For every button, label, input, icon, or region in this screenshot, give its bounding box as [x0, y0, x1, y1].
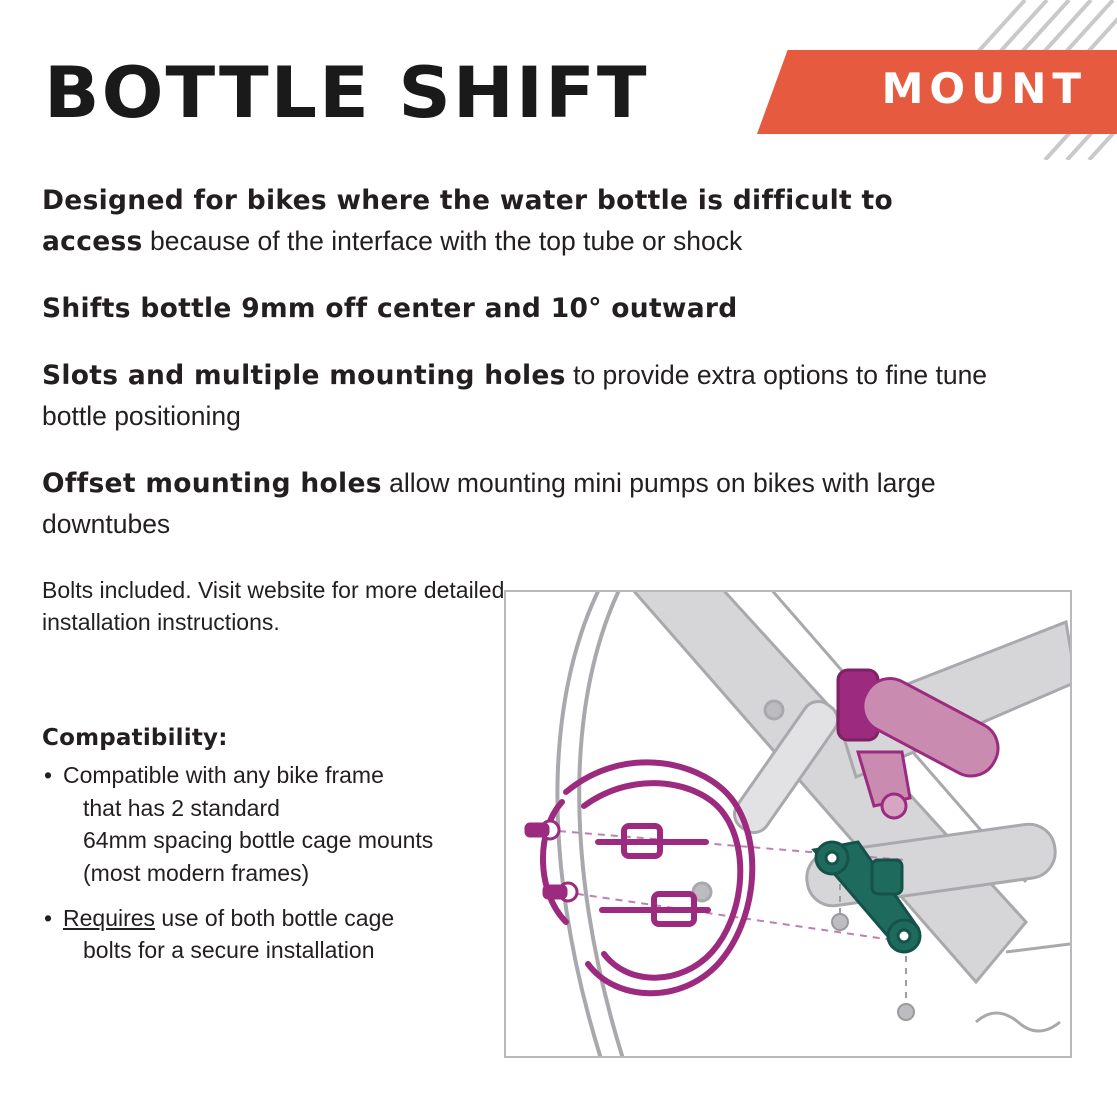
feature-bold-1: Designed for bikes where the water bottle is difficult to access: [42, 185, 894, 258]
product-illustration: [504, 590, 1072, 1058]
feature-rest-4: allow mounting mini pumps on bikes with large downtubes: [42, 468, 936, 540]
compat-2-line1: use of both bottle cage: [155, 904, 395, 931]
list-item: [42, 759, 497, 890]
compat-2-line2: bolts for a secure installation: [83, 937, 375, 964]
compat-1-line3: 64mm spacing bottle cage mounts: [83, 827, 434, 854]
feature-bold-4: Offset mounting holes: [42, 468, 382, 500]
feature-item-1: [42, 180, 1002, 262]
header: [0, 0, 1117, 160]
feature-list: [42, 180, 1072, 639]
note-text: Bolts included. Visit website for more detailed installation instructions.: [42, 577, 505, 636]
feature-bold-2: Shifts bottle 9mm off center and 10° outward: [42, 293, 738, 325]
bike-frame-diagram-icon: [506, 592, 1070, 1056]
feature-rest-3: to provide extra options to fine tune bottle positioning: [42, 360, 988, 432]
compatibility-section: [42, 725, 497, 979]
banner-label: MOUNT: [881, 64, 1087, 113]
compatibility-title: Compatibility:: [42, 725, 228, 751]
compat-1-line2: that has 2 standard: [83, 794, 280, 821]
compat-2-underlined: Requires: [63, 904, 156, 931]
feature-bold-3: Slots and multiple mounting holes: [42, 360, 566, 392]
list-item: [42, 902, 497, 967]
feature-rest-1: because of the interface with the top tube or shock: [142, 226, 743, 257]
compat-1-line1: Compatible with any bike frame: [63, 762, 384, 788]
feature-item-4: [42, 463, 1002, 545]
feature-item-2: [42, 288, 1002, 329]
page-title: BOTTLE SHIFT: [44, 52, 649, 134]
feature-item-3: [42, 355, 1002, 437]
compatibility-list: [42, 759, 497, 967]
compat-1-line4: (most modern frames): [83, 859, 310, 886]
